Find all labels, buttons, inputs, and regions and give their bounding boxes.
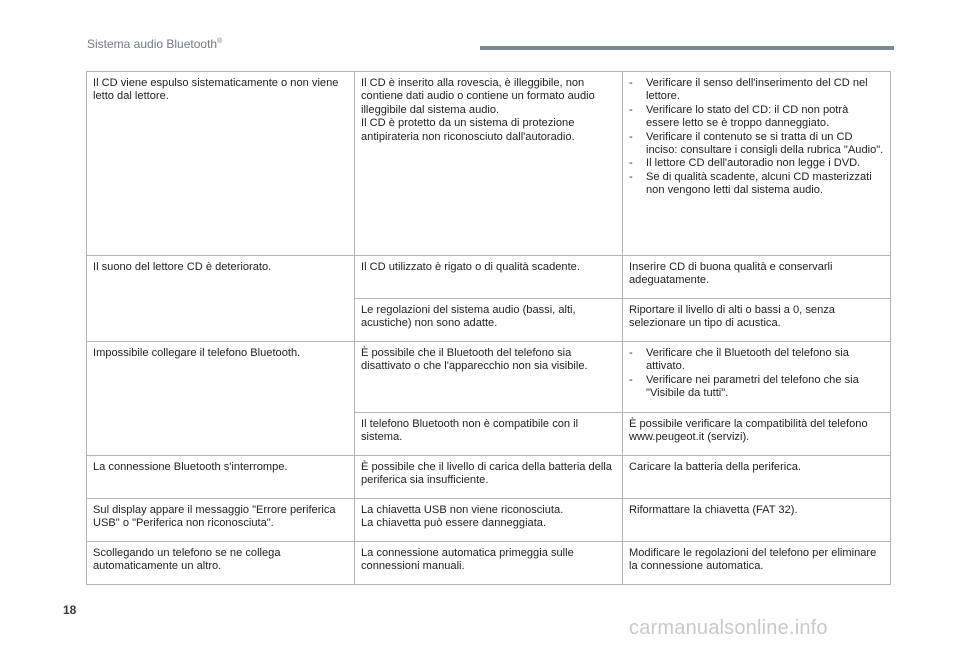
problem-cell: La connessione Bluetooth s'interrompe. xyxy=(87,456,355,499)
cause-line: La chiavetta può essere danneggiata. xyxy=(361,517,547,530)
solution-cell xyxy=(623,342,891,413)
problem-cell: Impossibile collegare il telefono Bluetooth. xyxy=(87,342,355,456)
cause-line: Il CD è protetto da un sistema di protezione antipirateria non riconosciuto dall'autoradio. xyxy=(361,117,575,143)
solution-cell: Riformattare la chiavetta (FAT 32). xyxy=(623,499,891,542)
page-number: 18 xyxy=(63,603,77,617)
solution-cell: Modificare le regolazioni del telefono per eliminare la connessione automatica. xyxy=(623,542,891,585)
solution-cell xyxy=(623,72,891,256)
problem-cell: Il suono del lettore CD è deteriorato. xyxy=(87,256,355,342)
table-row xyxy=(87,542,891,585)
problem-cell: Scollegando un telefono se ne collega automaticamente un altro. xyxy=(87,542,355,585)
cause-cell: È possibile che il Bluetooth del telefono sia disattivato o che l'apparecchio non sia visibile. xyxy=(355,342,623,413)
solution-list xyxy=(629,347,884,401)
table-row xyxy=(87,72,891,256)
cause-line: Il CD è inserito alla rovescia, è illeggibile, non contiene dati audio o contiene un formato audio illeggibile dal sistema audio. xyxy=(361,77,595,116)
problem-cell: Il CD viene espulso sistematicamente o non viene letto dal lettore. xyxy=(87,72,355,256)
solution-cell: È possibile verificare la compatibilità del telefono www.peugeot.it (servizi). xyxy=(623,413,891,456)
table-row xyxy=(87,342,891,413)
solution-cell: Inserire CD di buona qualità e conservarli adeguatamente. xyxy=(623,256,891,299)
table-row xyxy=(87,456,891,499)
solution-cell: Caricare la batteria della periferica. xyxy=(623,456,891,499)
section-title xyxy=(87,37,222,51)
cause-cell: La connessione automatica primeggia sulle connessioni manuali. xyxy=(355,542,623,585)
cause-cell: Il CD utilizzato è rigato o di qualità scadente. xyxy=(355,256,623,299)
registered-mark: ® xyxy=(217,38,223,45)
solution-item: - Verificare il senso dell'inserimento del CD nel lettore. xyxy=(629,77,884,104)
solution-list xyxy=(629,77,884,198)
solution-item: - Verificare lo stato del CD: il CD non potrà essere letto se è troppo danneggiato. xyxy=(629,104,884,131)
cause-cell: Il telefono Bluetooth non è compatibile con il sistema. xyxy=(355,413,623,456)
table-row xyxy=(87,499,891,542)
table-row xyxy=(87,256,891,299)
section-title-text: Sistema audio Bluetooth xyxy=(87,37,218,51)
cause-cell xyxy=(355,72,623,256)
cause-cell: Le regolazioni del sistema audio (bassi, alti, acustiche) non sono adatte. xyxy=(355,299,623,342)
watermark: carmanualsonline.info xyxy=(629,617,828,639)
troubleshooting-table xyxy=(86,71,891,585)
solution-item: - Verificare nei parametri del telefono che sia "Visibile da tutti". xyxy=(629,374,884,401)
cause-cell: È possibile che il livello di carica della batteria della periferica sia insufficiente. xyxy=(355,456,623,499)
solution-item: - Il lettore CD dell'autoradio non legge i DVD. xyxy=(629,157,884,170)
cause-line: La chiavetta USB non viene riconosciuta. xyxy=(361,504,564,516)
solution-item: - Se di qualità scadente, alcuni CD masterizzati non vengono letti dal sistema audio. xyxy=(629,171,884,198)
problem-cell: Sul display appare il messaggio "Errore periferica USB" o "Periferica non riconosciuta". xyxy=(87,499,355,542)
cause-cell xyxy=(355,499,623,542)
header-divider-bar xyxy=(480,46,894,50)
solution-cell: Riportare il livello di alti o bassi a 0, senza selezionare un tipo di acustica. xyxy=(623,299,891,342)
solution-item: - Verificare che il Bluetooth del telefono sia attivato. xyxy=(629,347,884,374)
solution-item: - Verificare il contenuto se si tratta di un CD inciso: consultare i consigli della rubrica "Audio". xyxy=(629,131,884,158)
